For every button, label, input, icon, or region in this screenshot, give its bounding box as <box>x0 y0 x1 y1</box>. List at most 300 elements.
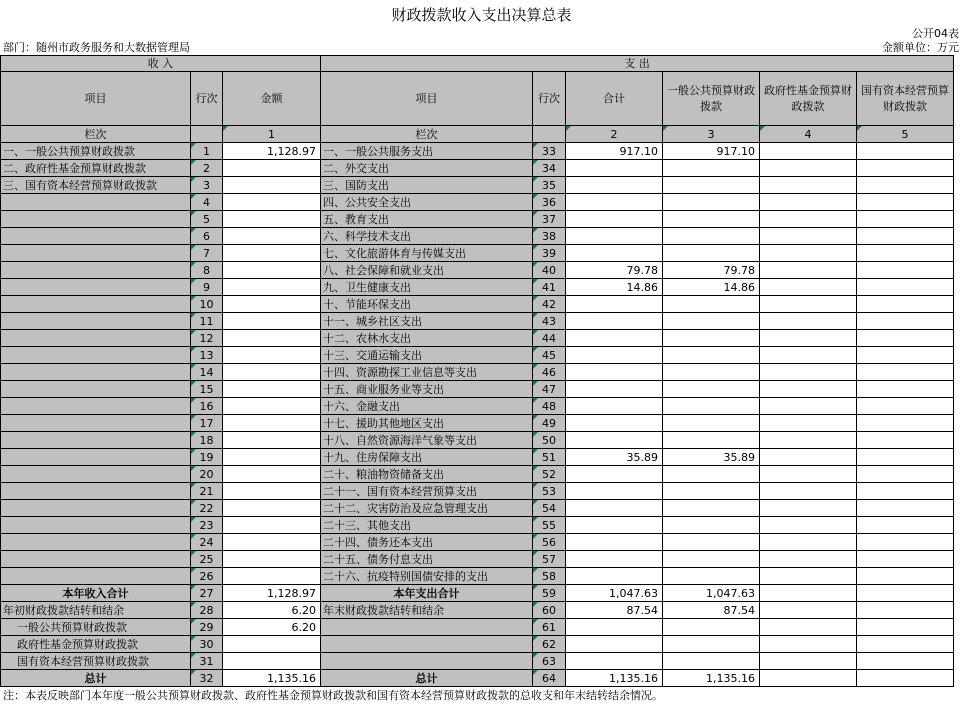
gov-fund-amount <box>760 211 857 228</box>
end-balance-label: 年末财政拨款结转和结余 <box>321 602 533 619</box>
expense-row-no: 52 <box>533 466 566 483</box>
income-header: 收 入 <box>1 56 321 72</box>
income-row-no: 12 <box>191 330 223 347</box>
expense-row-no: 50 <box>533 432 566 449</box>
income-item <box>1 194 191 211</box>
table-row <box>1 262 954 279</box>
state-capital-amount <box>857 398 954 415</box>
expense-item: 十八、自然资源海洋气象等支出 <box>321 432 533 449</box>
general-budget-amount <box>663 415 760 432</box>
expense-item: 十七、援助其他地区支出 <box>321 415 533 432</box>
state-capital-amount <box>857 500 954 517</box>
gov-fund-amount <box>760 330 857 347</box>
gov-fund-amount <box>760 500 857 517</box>
general-budget-amount <box>663 381 760 398</box>
summary-row <box>1 585 954 602</box>
expense-item: 二十三、其他支出 <box>321 517 533 534</box>
expense-row-no: 34 <box>533 160 566 177</box>
income-item <box>1 534 191 551</box>
expense-item: 二十五、债务付息支出 <box>321 551 533 568</box>
expense-item: 七、文化旅游体育与传媒支出 <box>321 245 533 262</box>
income-row-no: 6 <box>191 228 223 245</box>
gov-fund-amount <box>760 483 857 500</box>
grand-total-expense: 1,135.16 <box>566 670 663 687</box>
table-row <box>1 551 954 568</box>
gov-fund-amount <box>760 534 857 551</box>
expense-item: 十九、住房保障支出 <box>321 449 533 466</box>
expense-item: 一、一般公共服务支出 <box>321 143 533 160</box>
income-amount <box>223 330 321 347</box>
gov-fund-amount <box>760 517 857 534</box>
income-total-label: 本年收入合计 <box>1 585 191 602</box>
expense-total <box>566 296 663 313</box>
expense-total: 14.86 <box>566 279 663 296</box>
general-budget-amount: 79.78 <box>663 262 760 279</box>
state-capital-amount <box>857 602 954 619</box>
expense-item: 二十六、抗疫特别国债安排的支出 <box>321 568 533 585</box>
table-row <box>1 568 954 585</box>
state-capital-amount <box>857 160 954 177</box>
begin-state-amount <box>223 653 321 670</box>
expense-row-no: 43 <box>533 313 566 330</box>
expense-total-label: 本年支出合计 <box>321 585 533 602</box>
general-budget-amount <box>663 177 760 194</box>
form-number: 公开04表 <box>912 27 959 40</box>
table-row <box>1 466 954 483</box>
income-row-no: 19 <box>191 449 223 466</box>
expense-total: 79.78 <box>566 262 663 279</box>
expense-total <box>566 568 663 585</box>
page-title: 财政拨款收入支出决算总表 <box>391 6 572 24</box>
gov-fund-amount <box>760 194 857 211</box>
department-label: 部门：随州市政务服务和大数据管理局 <box>3 41 190 54</box>
general-budget-amount <box>663 483 760 500</box>
empty-cell <box>760 619 857 636</box>
expense-item: 二十一、国有资本经营预算支出 <box>321 483 533 500</box>
expense-header: 支 出 <box>321 56 954 72</box>
empty-cell <box>321 619 533 636</box>
begin-state-label: 国有资本经营预算财政拨款 <box>1 653 191 670</box>
expense-row-no-header: 行次 <box>533 72 566 126</box>
income-row-no: 21 <box>191 483 223 500</box>
state-capital-amount <box>857 296 954 313</box>
expense-row-no: 55 <box>533 517 566 534</box>
general-budget-amount <box>663 228 760 245</box>
table-row <box>1 449 954 466</box>
gov-fund-amount <box>760 466 857 483</box>
state-capital-amount <box>857 466 954 483</box>
income-row-no: 23 <box>191 517 223 534</box>
general-budget-amount <box>663 364 760 381</box>
column-number: 5 <box>857 126 954 143</box>
general-budget-amount <box>663 211 760 228</box>
table-row <box>1 483 954 500</box>
income-amount-header: 金额 <box>223 72 321 126</box>
expense-item: 九、卫生健康支出 <box>321 279 533 296</box>
table-row <box>1 381 954 398</box>
table-row <box>1 534 954 551</box>
income-amount <box>223 364 321 381</box>
expense-row-no: 54 <box>533 500 566 517</box>
row-no: 31 <box>191 653 223 670</box>
expense-row-no: 48 <box>533 398 566 415</box>
expense-row-no: 49 <box>533 415 566 432</box>
expense-item: 十二、农林水支出 <box>321 330 533 347</box>
expense-total <box>566 160 663 177</box>
row-no: 60 <box>533 602 566 619</box>
empty-cell <box>857 636 954 653</box>
table-row <box>1 313 954 330</box>
income-item <box>1 517 191 534</box>
expense-row-no: 53 <box>533 483 566 500</box>
expense-total <box>566 364 663 381</box>
gov-fund-amount <box>760 313 857 330</box>
income-item-header: 项目 <box>1 72 191 126</box>
income-item <box>1 483 191 500</box>
income-amount <box>223 534 321 551</box>
table-row <box>1 228 954 245</box>
income-item: 二、政府性基金预算财政拨款 <box>1 160 191 177</box>
state-capital-amount <box>857 245 954 262</box>
income-item <box>1 313 191 330</box>
expense-item: 三、国防支出 <box>321 177 533 194</box>
column-number: 3 <box>663 126 760 143</box>
expense-row-no: 42 <box>533 296 566 313</box>
income-row-no: 22 <box>191 500 223 517</box>
gov-fund-amount <box>760 585 857 602</box>
expense-total-amount: 1,047.63 <box>566 585 663 602</box>
gov-fund-amount <box>760 415 857 432</box>
income-row-no: 4 <box>191 194 223 211</box>
expense-total <box>566 347 663 364</box>
row-no: 29 <box>191 619 223 636</box>
income-row-no: 5 <box>191 211 223 228</box>
income-amount <box>223 245 321 262</box>
income-item <box>1 228 191 245</box>
expense-total <box>566 517 663 534</box>
income-item <box>1 398 191 415</box>
state-capital-amount <box>857 279 954 296</box>
state-capital-amount <box>857 177 954 194</box>
expense-row-no: 33 <box>533 143 566 160</box>
state-capital-amount <box>857 262 954 279</box>
row-no: 59 <box>533 585 566 602</box>
income-item <box>1 330 191 347</box>
income-item <box>1 211 191 228</box>
begin-general-amount: 6.20 <box>223 619 321 636</box>
expense-total <box>566 415 663 432</box>
expense-row-no: 35 <box>533 177 566 194</box>
state-capital-amount <box>857 313 954 330</box>
income-amount <box>223 262 321 279</box>
state-capital-amount <box>857 585 954 602</box>
summary-row <box>1 636 954 653</box>
general-budget-amount: 1,047.63 <box>663 585 760 602</box>
income-row-no: 24 <box>191 534 223 551</box>
income-amount <box>223 228 321 245</box>
expense-row-no: 37 <box>533 211 566 228</box>
income-row-no: 2 <box>191 160 223 177</box>
state-capital-amount <box>857 381 954 398</box>
income-amount <box>223 381 321 398</box>
income-amount <box>223 432 321 449</box>
expense-total <box>566 194 663 211</box>
expense-item: 十、节能环保支出 <box>321 296 533 313</box>
general-budget-amount <box>663 245 760 262</box>
expense-row-no: 57 <box>533 551 566 568</box>
income-item <box>1 568 191 585</box>
begin-fund-amount <box>223 636 321 653</box>
empty-cell <box>760 653 857 670</box>
income-row-no: 18 <box>191 432 223 449</box>
income-item <box>1 466 191 483</box>
empty-cell <box>857 653 954 670</box>
empty-cell <box>857 619 954 636</box>
state-capital-amount <box>857 211 954 228</box>
gov-fund-amount <box>760 160 857 177</box>
general-budget-amount <box>663 347 760 364</box>
expense-item: 六、科学技术支出 <box>321 228 533 245</box>
empty-cell <box>566 653 663 670</box>
end-balance-total: 87.54 <box>566 602 663 619</box>
expense-row-no: 38 <box>533 228 566 245</box>
general-budget-amount <box>663 398 760 415</box>
income-row-no: 7 <box>191 245 223 262</box>
expense-item: 二十四、债务还本支出 <box>321 534 533 551</box>
general-budget-amount <box>663 466 760 483</box>
table-row <box>1 517 954 534</box>
expense-row-no: 40 <box>533 262 566 279</box>
expense-row-no: 45 <box>533 347 566 364</box>
income-amount <box>223 279 321 296</box>
empty-cell <box>760 636 857 653</box>
table-row <box>1 432 954 449</box>
empty-cell <box>533 126 566 143</box>
expense-total <box>566 211 663 228</box>
gov-fund-amount <box>760 228 857 245</box>
income-item <box>1 347 191 364</box>
expense-total <box>566 245 663 262</box>
table-row <box>1 364 954 381</box>
income-row-no: 17 <box>191 415 223 432</box>
expense-item: 二十、粮油物资储备支出 <box>321 466 533 483</box>
general-budget-amount <box>663 194 760 211</box>
income-amount <box>223 551 321 568</box>
income-item <box>1 551 191 568</box>
state-capital-amount <box>857 568 954 585</box>
table-row <box>1 330 954 347</box>
grand-total-amount: 1,135.16 <box>223 670 321 687</box>
general-budget-amount <box>663 330 760 347</box>
income-row-no: 25 <box>191 551 223 568</box>
general-budget-amount: 1,135.16 <box>663 670 760 687</box>
expense-total <box>566 228 663 245</box>
empty-cell <box>321 636 533 653</box>
income-amount <box>223 483 321 500</box>
income-amount <box>223 194 321 211</box>
expense-item-header: 项目 <box>321 72 533 126</box>
state-capital-amount <box>857 432 954 449</box>
table-row <box>1 347 954 364</box>
row-no: 61 <box>533 619 566 636</box>
gov-fund-amount <box>760 279 857 296</box>
expense-total <box>566 177 663 194</box>
empty-cell <box>566 636 663 653</box>
expense-row-no: 58 <box>533 568 566 585</box>
income-row-no: 16 <box>191 398 223 415</box>
column-number: 4 <box>760 126 857 143</box>
general-budget-amount: 14.86 <box>663 279 760 296</box>
expense-total: 35.89 <box>566 449 663 466</box>
expense-item: 十四、资源勘探工业信息等支出 <box>321 364 533 381</box>
income-row-no: 8 <box>191 262 223 279</box>
general-budget-amount: 917.10 <box>663 143 760 160</box>
income-amount <box>223 398 321 415</box>
column-number: 2 <box>566 126 663 143</box>
expense-item: 四、公共安全支出 <box>321 194 533 211</box>
general-budget-amount: 35.89 <box>663 449 760 466</box>
begin-balance-label: 年初财政拨款结转和结余 <box>1 602 191 619</box>
expense-total: 917.10 <box>566 143 663 160</box>
income-amount <box>223 568 321 585</box>
income-row-no: 1 <box>191 143 223 160</box>
expense-item: 十六、金融支出 <box>321 398 533 415</box>
income-amount <box>223 347 321 364</box>
income-item <box>1 296 191 313</box>
expense-total-header: 合计 <box>566 72 663 126</box>
gov-fund-amount <box>760 398 857 415</box>
income-item: 一、一般公共预算财政拨款 <box>1 143 191 160</box>
income-amount <box>223 313 321 330</box>
income-row-no: 15 <box>191 381 223 398</box>
begin-fund-label: 政府性基金预算财政拨款 <box>1 636 191 653</box>
income-row-no: 26 <box>191 568 223 585</box>
gov-fund-amount <box>760 347 857 364</box>
general-budget-amount <box>663 313 760 330</box>
expense-item: 十五、商业服务业等支出 <box>321 381 533 398</box>
general-budget-amount <box>663 568 760 585</box>
empty-cell <box>321 653 533 670</box>
income-row-no: 11 <box>191 313 223 330</box>
gov-fund-amount <box>760 551 857 568</box>
income-amount <box>223 500 321 517</box>
income-amount <box>223 449 321 466</box>
empty-cell <box>566 619 663 636</box>
table-row <box>1 279 954 296</box>
state-capital-amount <box>857 330 954 347</box>
income-item <box>1 245 191 262</box>
appropriation-table <box>0 55 954 687</box>
gov-fund-amount <box>760 262 857 279</box>
row-no: 32 <box>191 670 223 687</box>
general-budget-amount <box>663 517 760 534</box>
gov-fund-amount <box>760 602 857 619</box>
row-no: 64 <box>533 670 566 687</box>
column-label: 栏次 <box>321 126 533 143</box>
table-row <box>1 211 954 228</box>
income-item <box>1 279 191 296</box>
column-label: 栏次 <box>1 126 191 143</box>
income-row-no: 13 <box>191 347 223 364</box>
expense-item: 二十二、灾害防治及应急管理支出 <box>321 500 533 517</box>
begin-general-label: 一般公共预算财政拨款 <box>1 619 191 636</box>
income-row-no: 9 <box>191 279 223 296</box>
state-capital-amount <box>857 534 954 551</box>
empty-cell <box>191 126 223 143</box>
income-item <box>1 449 191 466</box>
row-no: 62 <box>533 636 566 653</box>
state-capital-amount <box>857 670 954 687</box>
expense-row-no: 51 <box>533 449 566 466</box>
summary-row <box>1 619 954 636</box>
income-amount <box>223 211 321 228</box>
table-row <box>1 500 954 517</box>
grand-total-label: 总计 <box>1 670 191 687</box>
row-no: 63 <box>533 653 566 670</box>
income-amount <box>223 466 321 483</box>
expense-item: 十三、交通运输支出 <box>321 347 533 364</box>
income-amount <box>223 517 321 534</box>
table-row <box>1 398 954 415</box>
table-row <box>1 296 954 313</box>
state-capital-amount <box>857 415 954 432</box>
table-row <box>1 194 954 211</box>
expense-total <box>566 466 663 483</box>
expense-item: 五、教育支出 <box>321 211 533 228</box>
gov-fund-amount <box>760 177 857 194</box>
gov-fund-amount <box>760 381 857 398</box>
gov-fund-amount <box>760 364 857 381</box>
unit-label: 金额单位：万元 <box>882 41 959 54</box>
state-capital-header: 国有资本经营预算财政拨款 <box>857 72 954 126</box>
state-capital-amount <box>857 483 954 500</box>
state-capital-amount <box>857 364 954 381</box>
income-row-no: 14 <box>191 364 223 381</box>
state-capital-amount <box>857 194 954 211</box>
gov-fund-amount <box>760 245 857 262</box>
income-item <box>1 364 191 381</box>
general-budget-amount <box>663 534 760 551</box>
income-amount: 1,128.97 <box>223 143 321 160</box>
expense-total <box>566 534 663 551</box>
income-item <box>1 415 191 432</box>
grand-total-label: 总计 <box>321 670 533 687</box>
row-no: 27 <box>191 585 223 602</box>
summary-row <box>1 670 954 687</box>
column-number: 1 <box>223 126 321 143</box>
general-budget-amount <box>663 432 760 449</box>
state-capital-amount <box>857 228 954 245</box>
gov-fund-header: 政府性基金预算财政拨款 <box>760 72 857 126</box>
expense-total <box>566 313 663 330</box>
income-row-no: 10 <box>191 296 223 313</box>
income-item <box>1 262 191 279</box>
income-amount <box>223 296 321 313</box>
gov-fund-amount <box>760 670 857 687</box>
begin-balance-amount: 6.20 <box>223 602 321 619</box>
income-amount <box>223 160 321 177</box>
expense-row-no: 41 <box>533 279 566 296</box>
table-row <box>1 160 954 177</box>
income-item: 三、国有资本经营预算财政拨款 <box>1 177 191 194</box>
income-amount <box>223 415 321 432</box>
income-total-amount: 1,128.97 <box>223 585 321 602</box>
expense-item: 十一、城乡社区支出 <box>321 313 533 330</box>
income-row-no: 20 <box>191 466 223 483</box>
gov-fund-amount <box>760 143 857 160</box>
expense-total <box>566 483 663 500</box>
general-budget-amount: 87.54 <box>663 602 760 619</box>
